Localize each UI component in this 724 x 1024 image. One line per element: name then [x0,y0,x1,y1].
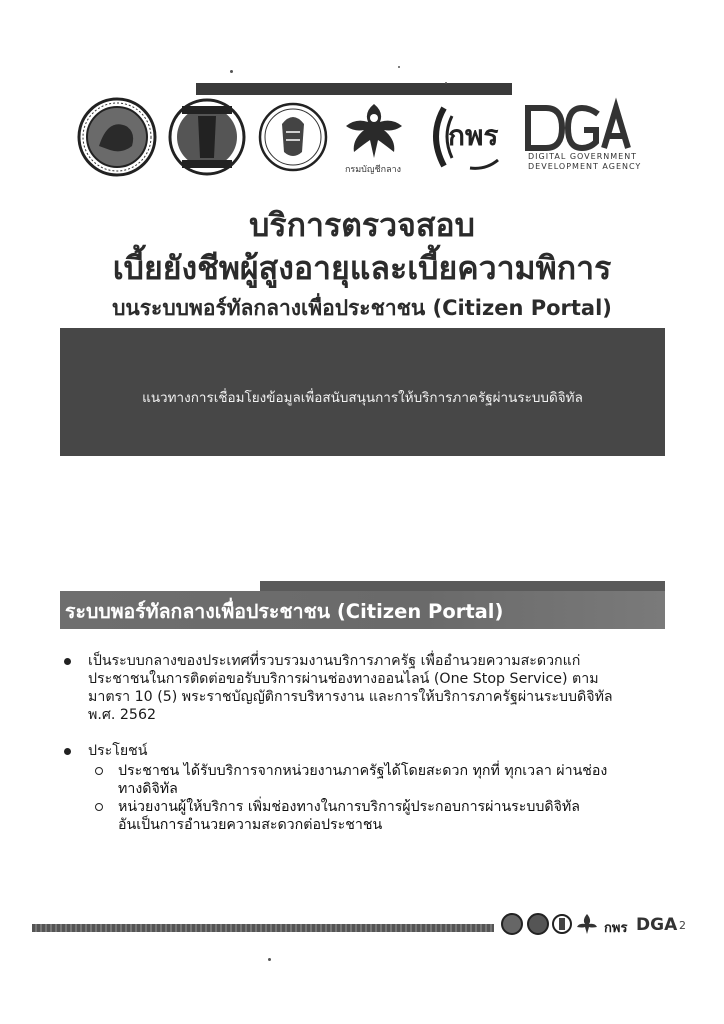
paragraph-line: ประชาชน ได้รับบริการจากหน่วยงานภาครัฐได้โดยสะดวก ทุกที่ ทุกเวลา ผ่านช่อง [118,763,608,779]
bullet-dot-icon [64,748,71,755]
section-header [60,581,665,629]
bullet-item-description [62,652,662,724]
paragraph-line: มาตรา 10 (5) พระราชบัญญัติการบริหารงาน และการให้บริการภาครัฐผ่านระบบดิจิทัล [88,689,613,705]
seal-emblem-3-icon [258,96,328,178]
banner-text: แนวทางการเชื่อมโยงข้อมูลเพื่อสนับสนุนการให้บริการภาครัฐผ่านระบบดิจิทัล [142,390,583,406]
hollow-bullet-icon [95,803,103,811]
bullet-dot-icon [64,658,71,665]
document-title-line3: บนระบบพอร์ทัลกลางเพื่อประชาชน (Citizen Portal) [112,296,612,320]
seal-emblem-2-icon [168,96,246,178]
bullet-item-benefits [62,742,662,760]
paragraph-line: เป็นระบบกลางของประเทศที่รวบรวมงานบริการภาครัฐ เพื่ออำนวยความสะดวกแก่ [88,653,581,669]
paragraph-line: ทางดิจิทัล [118,781,178,797]
seal-emblem-1-icon [74,96,160,178]
logo-row [72,96,652,176]
sub-item-agencies [62,798,662,834]
document-title-line1: บริการตรวจสอบ [249,206,475,244]
footer-garuda-icon [576,912,598,936]
top-decorative-bar [196,83,512,95]
paragraph-line: หน่วยงานผู้ให้บริการ เพิ่มช่องทางในการบริการผู้ประกอบการผ่านระบบดิจิทัล [118,799,580,815]
benefits-heading: ประโยชน์ [88,743,148,759]
footer-dga-text: DGA [636,915,678,935]
logo6-subtitle-1: DIGITAL GOVERNMENT [528,152,638,161]
footer-seal-3-icon [552,912,572,936]
paragraph-line: ประชาชนในการติดต่อขอรับบริการผ่านช่องทางออนไลน์ (One Stop Service) ตาม [88,671,599,687]
benefits-sublist [62,762,662,834]
scan-speck [268,958,271,961]
logo4-caption: กรมบัญชีกลาง [344,165,402,175]
footer-seal-1-icon [500,912,524,936]
footer-pws-text: กพร [604,921,628,936]
banner-box [60,328,665,456]
section-title: ระบบพอร์ทัลกลางเพื่อประชาชน (Citizen Portal) [65,600,504,623]
scan-speck [445,82,447,84]
footer-logo-row [500,908,678,944]
content-body [62,652,662,834]
paragraph-line: อันเป็นการอำนวยความสะดวกต่อประชาชน [118,817,383,833]
logo6-subtitle-2: DEVELOPMENT AGENCY [528,162,642,171]
sub-item-citizens [62,762,662,798]
logo5-text: กพร [448,119,499,152]
footer-decorative-bar [32,924,494,932]
scan-speck [398,66,400,68]
footer-seal-2-icon [526,912,550,936]
hollow-bullet-icon [95,767,103,775]
paragraph-line: พ.ศ. 2562 [88,707,156,723]
page-number: 2 [679,919,686,932]
document-title-line2: เบี้ยยังชีพผู้สูงอายุและเบี้ยความพิการ [112,249,612,287]
scan-speck [230,70,233,73]
section-header-bar [60,591,665,629]
